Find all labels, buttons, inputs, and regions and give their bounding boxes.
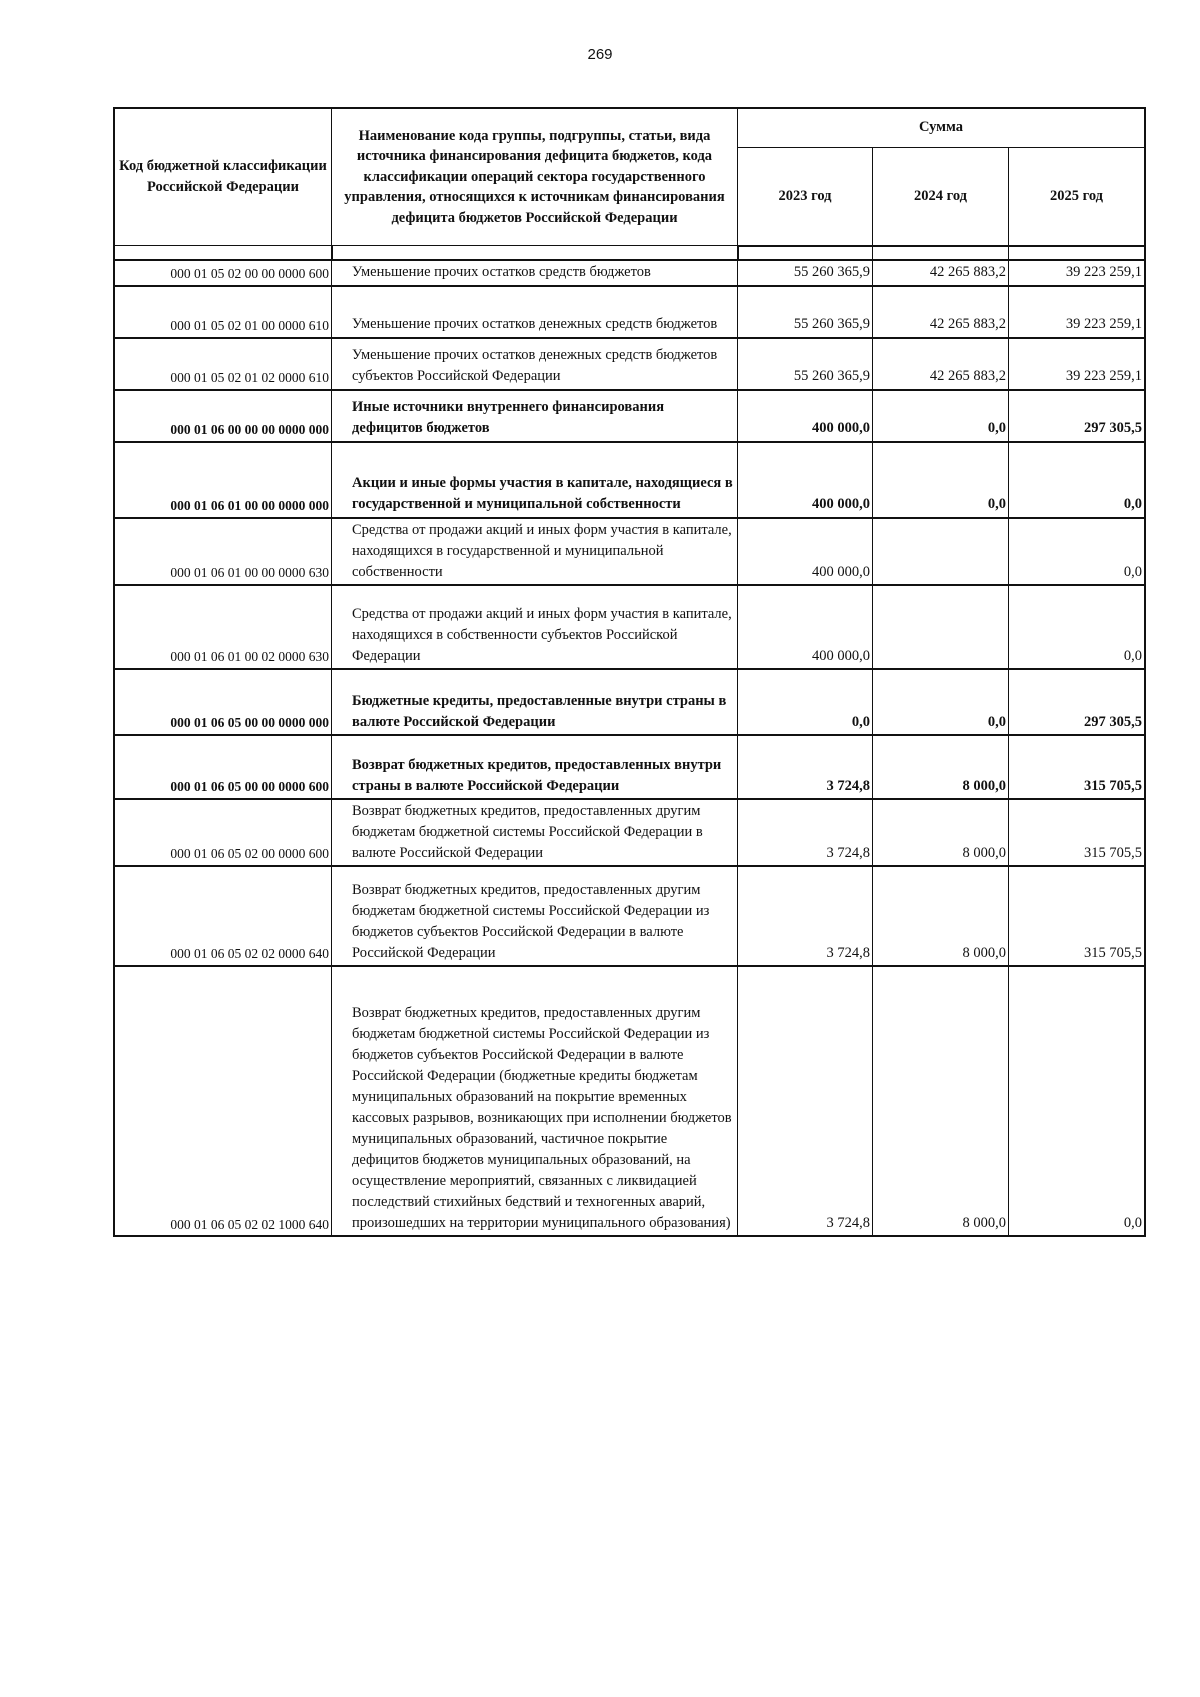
row-value-2023: 3 724,8	[738, 866, 873, 966]
row-value-2024: 0,0	[873, 390, 1009, 442]
row-value-2023: 400 000,0	[738, 390, 873, 442]
table-row	[115, 390, 1145, 442]
header-sum: Сумма	[738, 109, 1145, 148]
row-value-2024: 42 265 883,2	[873, 338, 1009, 390]
row-name: Возврат бюджетных кредитов, предоставленных другим бюджетам бюджетной системы Российской Федерации из бюджетов субъектов Российской Федерации в валюте Российской Федерации	[332, 866, 738, 966]
row-value-2023: 400 000,0	[738, 518, 873, 585]
row-name: Возврат бюджетных кредитов, предоставленных внутри страны в валюте Российской Федерации	[332, 735, 738, 799]
row-value-2025: 0,0	[1009, 442, 1145, 518]
table-row	[115, 966, 1145, 1236]
row-value-2023: 3 724,8	[738, 799, 873, 866]
row-value-2025: 0,0	[1009, 585, 1145, 669]
row-code: 000 01 06 05 02 02 1000 640	[115, 966, 332, 1236]
row-code: 000 01 06 05 02 02 0000 640	[115, 866, 332, 966]
row-name: Бюджетные кредиты, предоставленные внутри страны в валюте Российской Федерации	[332, 669, 738, 735]
budget-sources-table	[114, 108, 1145, 1236]
table-row	[115, 286, 1145, 338]
table-row	[115, 799, 1145, 866]
header-year-2023: 2023 год	[738, 148, 873, 246]
table-body	[115, 246, 1145, 1236]
row-value-2024	[873, 518, 1009, 585]
row-value-2025: 315 705,5	[1009, 735, 1145, 799]
header-name: Наименование кода группы, подгруппы, статьи, вида источника финансирования дефицита бюджетов, кода классификации операций сектора государственного управления, относящихся к источникам финансирования дефицита бюджетов Российской Федерации	[332, 109, 738, 246]
row-code: 000 01 06 05 00 00 0000 000	[115, 669, 332, 735]
row-value-2025: 39 223 259,1	[1009, 286, 1145, 338]
row-code: 000 01 06 05 00 00 0000 600	[115, 735, 332, 799]
row-code: 000 01 06 01 00 00 0000 000	[115, 442, 332, 518]
row-code: 000 01 06 05 02 00 0000 600	[115, 799, 332, 866]
row-value-2025: 0,0	[1009, 966, 1145, 1236]
row-name: Средства от продажи акций и иных форм участия в капитале, находящихся в собственности субъектов Российской Федерации	[332, 585, 738, 669]
header-spacer	[115, 246, 1145, 260]
row-name: Уменьшение прочих остатков средств бюджетов	[332, 260, 738, 286]
row-code: 000 01 06 01 00 02 0000 630	[115, 585, 332, 669]
row-value-2023: 400 000,0	[738, 585, 873, 669]
row-value-2023: 0,0	[738, 669, 873, 735]
row-value-2024: 0,0	[873, 442, 1009, 518]
row-value-2024: 0,0	[873, 669, 1009, 735]
table-row	[115, 518, 1145, 585]
row-value-2024: 8 000,0	[873, 735, 1009, 799]
row-value-2025: 39 223 259,1	[1009, 260, 1145, 286]
row-code: 000 01 06 01 00 00 0000 630	[115, 518, 332, 585]
table-row	[115, 735, 1145, 799]
row-value-2024: 8 000,0	[873, 866, 1009, 966]
row-value-2023: 55 260 365,9	[738, 338, 873, 390]
row-value-2024	[873, 585, 1009, 669]
row-value-2024: 42 265 883,2	[873, 286, 1009, 338]
row-code: 000 01 05 02 00 00 0000 600	[115, 260, 332, 286]
row-value-2023: 3 724,8	[738, 735, 873, 799]
row-value-2023: 400 000,0	[738, 442, 873, 518]
row-value-2025: 39 223 259,1	[1009, 338, 1145, 390]
row-code: 000 01 05 02 01 00 0000 610	[115, 286, 332, 338]
table-row	[115, 669, 1145, 735]
table-row	[115, 866, 1145, 966]
table-row	[115, 260, 1145, 286]
row-code: 000 01 05 02 01 02 0000 610	[115, 338, 332, 390]
row-value-2023: 55 260 365,9	[738, 286, 873, 338]
row-name: Возврат бюджетных кредитов, предоставленных другим бюджетам бюджетной системы Российской Федерации в валюте Российской Федерации	[332, 799, 738, 866]
row-value-2023: 55 260 365,9	[738, 260, 873, 286]
row-value-2025: 315 705,5	[1009, 866, 1145, 966]
row-name: Средства от продажи акций и иных форм участия в капитале, находящихся в государственной и муниципальной собственности	[332, 518, 738, 585]
table-row	[115, 338, 1145, 390]
row-value-2023: 3 724,8	[738, 966, 873, 1236]
table-row	[115, 585, 1145, 669]
table-row	[115, 442, 1145, 518]
header-code: Код бюджетной классификации Российской Федерации	[115, 109, 332, 246]
row-name: Уменьшение прочих остатков денежных средств бюджетов субъектов Российской Федерации	[332, 338, 738, 390]
page-number: 269	[587, 46, 613, 63]
header-year-2025: 2025 год	[1009, 148, 1145, 246]
row-value-2024: 42 265 883,2	[873, 260, 1009, 286]
row-value-2025: 0,0	[1009, 518, 1145, 585]
row-code: 000 01 06 00 00 00 0000 000	[115, 390, 332, 442]
row-name: Уменьшение прочих остатков денежных средств бюджетов	[332, 286, 738, 338]
row-name: Иные источники внутреннего финансирования дефицитов бюджетов	[332, 390, 738, 442]
row-name: Возврат бюджетных кредитов, предоставленных другим бюджетам бюджетной системы Российской Федерации из бюджетов субъектов Российской Федерации в валюте Российской Федерации (бюджетные кредиты бюджетам муниципальных образований на покрытие временных кассовых разрывов, возникающих при исполнении бюджетов муниципальных образований, частичное покрытие дефицитов бюджетов муниципальных образований, на осуществление мероприятий, связанных с ликвидацией последствий стихийных бедствий и техногенных аварий, произошедших на территории муниципального образования)	[332, 966, 738, 1236]
row-value-2024: 8 000,0	[873, 799, 1009, 866]
row-value-2025: 297 305,5	[1009, 669, 1145, 735]
row-value-2024: 8 000,0	[873, 966, 1009, 1236]
row-value-2025: 315 705,5	[1009, 799, 1145, 866]
table-header	[115, 109, 1145, 246]
header-year-2024: 2024 год	[873, 148, 1009, 246]
row-value-2025: 297 305,5	[1009, 390, 1145, 442]
row-name: Акции и иные формы участия в капитале, находящиеся в государственной и муниципальной собственности	[332, 442, 738, 518]
